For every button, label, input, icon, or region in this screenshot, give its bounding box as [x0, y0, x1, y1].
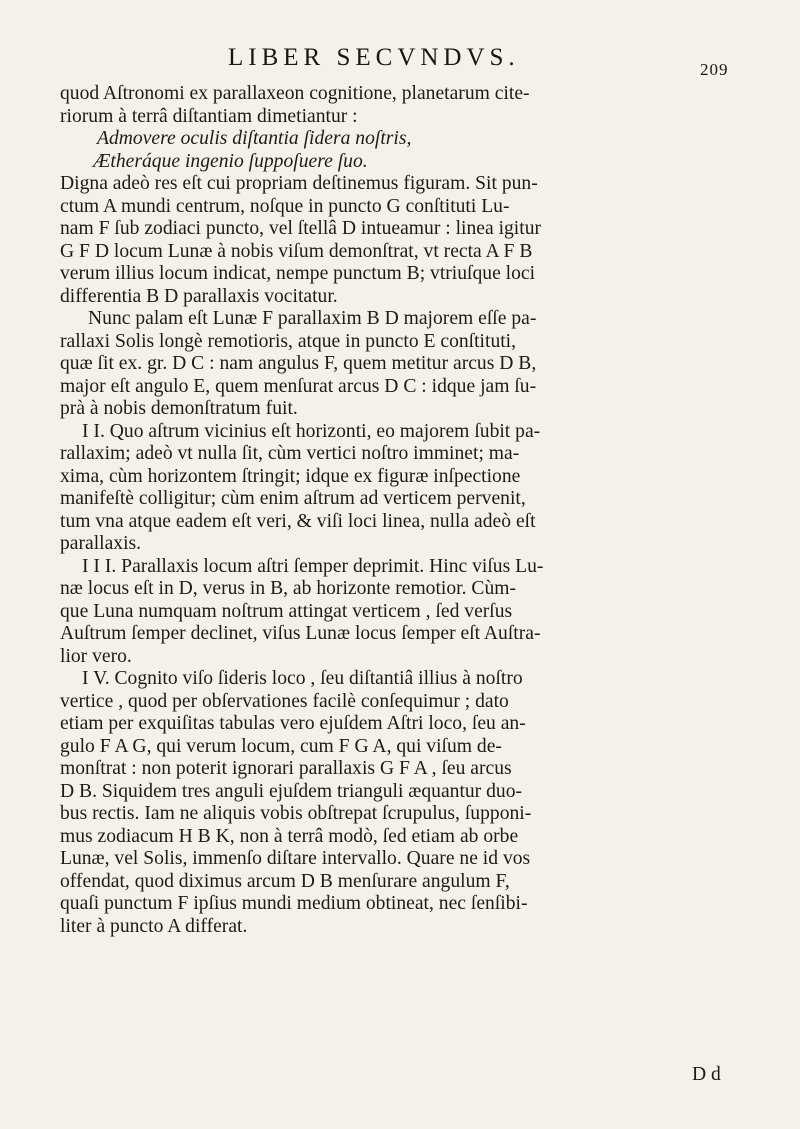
text-line: nam F ſub zodiaci puncto, vel ſtellâ D intueamur : linea igitur	[60, 218, 542, 239]
text-line: differentia B D parallaxis vocitatur.	[60, 285, 338, 307]
page-number: 209	[700, 60, 729, 79]
text-line: monſtrat : non poterit ignorari parallaxis G F A , ſeu arcus	[60, 758, 512, 779]
text-line: vertice , quod per obſervationes facilè conſequimur ; dato	[60, 690, 509, 712]
text-line: G F D locum Lunæ à nobis viſum demonſtrat, vt recta A F B	[60, 240, 533, 262]
text-line: que Luna numquam noſtrum attingat verticem , ſed verſus	[60, 600, 513, 622]
paragraph-start: I V. Cognito viſo ſideris loco , ſeu diſtantiâ illius à noſtro	[82, 668, 523, 689]
text-line: bus rectis. Iam ne aliquis vobis obſtrepat ſcrupulus, ſupponi-	[60, 803, 532, 824]
text-line: rallaxi Solis longè remotioris, atque in puncto E conſtituti,	[60, 330, 517, 352]
paragraph-start: I I. Quo aſtrum vicinius eſt horizonti, eo majorem ſubit pa-	[82, 420, 541, 442]
text-line: prà à nobis demonſtratum fuit.	[60, 398, 298, 419]
text-line: riorum à terrâ diſtantiam dimetiantur :	[60, 105, 358, 127]
text-line: quæ ſit ex. gr. D C : nam angulus F, quem metitur arcus D B,	[60, 353, 537, 374]
text-line: Lunæ, vel Solis, immenſo diſtare intervallo. Quare ne id vos	[60, 848, 531, 869]
text-line: quod Aſtronomi ex parallaxeon cognitione, planetarum cite-	[60, 83, 530, 104]
catchword: D d	[692, 1064, 721, 1085]
text-line: ctum A mundi centrum, noſque in puncto G conſtituti Lu-	[60, 195, 510, 217]
text-line: verum illius locum indicat, nempe punctum B; vtriuſque loci	[60, 263, 536, 284]
paragraph-start: Nunc palam eſt Lunæ F parallaxim B D majorem eſſe pa-	[88, 308, 537, 329]
paragraph-start: I I I. Parallaxis locum aſtri ſemper deprimit. Hinc viſus Lu-	[82, 555, 544, 577]
text-body	[60, 83, 775, 938]
text-line: offendat, quod diximus arcum D B menſurare angulum F,	[60, 870, 510, 892]
text-line: manifeſtè colligitur; cùm enim aſtrum ad verticem pervenit,	[60, 488, 526, 509]
text-line: mus zodiacum H B K, non à terrâ modò, ſed etiam ab orbe	[60, 825, 519, 847]
paragraph-start: Digna adeò res eſt cui propriam deſtinemus figuram. Sit pun-	[60, 173, 538, 194]
text-line: major eſt angulo E, quem menſurat arcus D C : idque jam ſu-	[60, 375, 537, 397]
text-line: D B. Siquidem tres anguli ejuſdem trianguli æquantur duo-	[60, 780, 523, 802]
text-line: rallaxim; adeò vt nulla ſit, cùm vertici noſtro imminet; ma-	[60, 443, 520, 464]
text-line: gulo F A G, qui verum locum, cum F G A, qui viſum de-	[60, 735, 502, 757]
text-line: xima, cùm horizontem ſtringit; idque ex figuræ inſpectione	[60, 465, 521, 487]
verse-line: Ætheráque ingenio ſuppoſuere ſuo.	[93, 150, 368, 172]
text-line: etiam per exquiſitas tabulas vero ejuſdem Aſtri loco, ſeu an-	[60, 713, 526, 734]
text-line: næ locus eſt in D, verus in B, ab horizonte remotior. Cùm-	[60, 578, 517, 599]
verse-line: Admovere oculis diſtantia ſidera noſtris,	[97, 128, 412, 149]
text-line: lior vero.	[60, 645, 132, 667]
text-line: tum vna atque eadem eſt veri, & viſi loci linea, nulla adeò eſt	[60, 510, 536, 532]
running-title: LIBER SECVNDVS.	[228, 44, 520, 71]
text-line: quaſi punctum F ipſius mundi medium obtineat, nec ſenſibi-	[60, 893, 528, 914]
running-head	[0, 44, 800, 80]
text-line: parallaxis.	[60, 533, 142, 554]
text-line: liter à puncto A differat.	[60, 915, 248, 937]
text-line: Auſtrum ſemper declinet, viſus Lunæ locus ſemper eſt Auſtra-	[60, 623, 541, 644]
